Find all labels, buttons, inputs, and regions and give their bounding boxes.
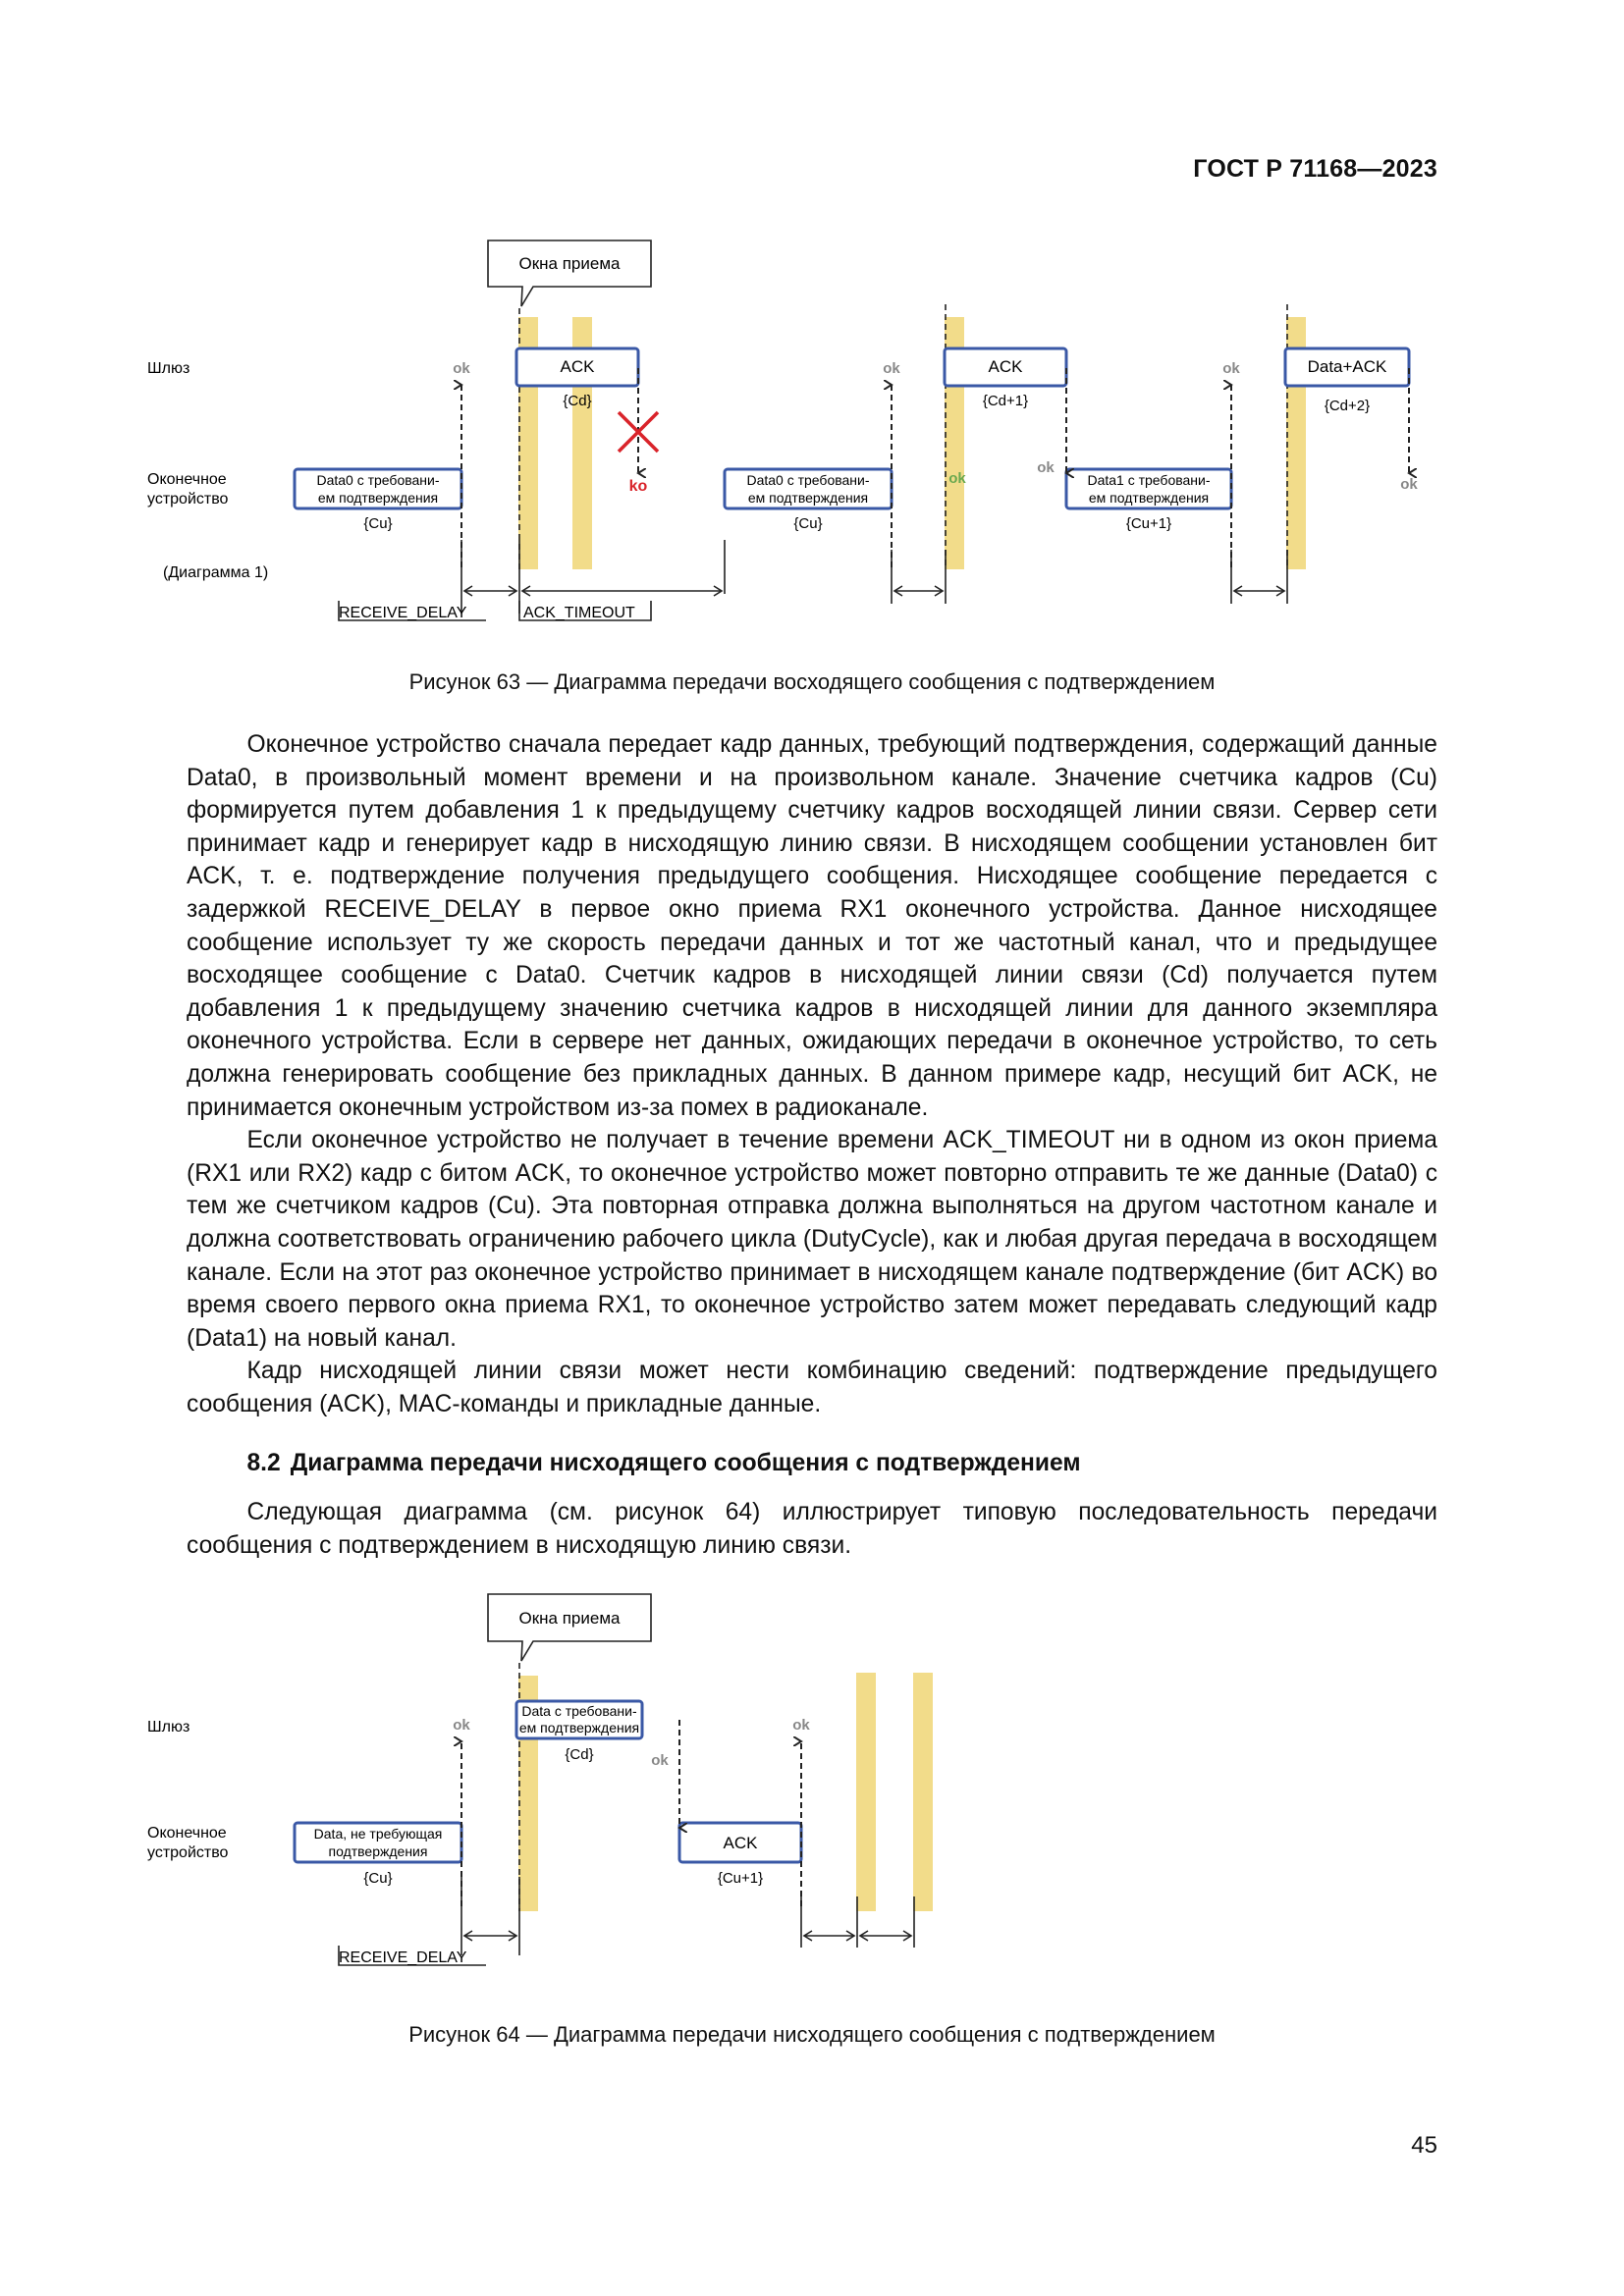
- cu-label-a: {Cu}: [363, 515, 393, 532]
- callout-rx-windows: [488, 1594, 651, 1661]
- cd-label-3: {Cd+2}: [1324, 398, 1371, 414]
- ok-label: ok: [1222, 360, 1240, 377]
- gateway-data-text-a: Data с требовани-: [521, 1703, 637, 1719]
- ack-label-1: ACK: [560, 357, 595, 376]
- cu-label-c: {Cu+1}: [1125, 515, 1172, 532]
- callout-text: Окна приема: [518, 1609, 621, 1628]
- gateway-data-text-b: ем подтверждения: [518, 1720, 640, 1735]
- device-ack-label: ACK: [723, 1834, 758, 1852]
- figure-63-diagram: [0, 226, 1624, 658]
- section-heading: [187, 1450, 1091, 1477]
- row-label-device-2: устройство: [147, 491, 229, 507]
- cd-label: {Cd}: [565, 1746, 594, 1763]
- data0-text-2b: ем подтверждения: [747, 490, 869, 506]
- receive-delay-label: RECEIVE_DELAY: [339, 605, 467, 621]
- ko-label: ko: [628, 478, 648, 495]
- ack-timeout-label: ACK_TIMEOUT: [523, 605, 635, 621]
- paragraph: Оконечное устройство сначала передает кадр данных, требующий подтверждения, содержащий данные Data0, в произвольный момент времени и на произвольном канале. Значение счетчика кадров (Cu) формируется путем добавления 1 к предыдущему счетчику кадров восходящей линии связи. Сервер сети принимает кадр и генерирует кадр в нисходящую линию связи. В нисходящем сообщении установлен бит ACK, т. е. подтверждение получения предыдущего сообщения. Нисходящее сообщение передается с задержкой RECEIVE_DELAY в первое окно приема RX1 оконечного устройства. Данное нисходящее сообщение использует ту же скорость передачи данных и тот же частотный канал, что и предыдущее восходящее сообщение с Data0. Счетчик кадров в нисходящей линии связи (Cd) получается путем добавления 1 к предыдущему значению счетчика кадров в нисходящей линии для данного экземпляра оконечного устройства. Если в сервере нет данных, ожидающих передачи в оконечное устройство, то сеть должна генерировать сообщение без прикладных данных. В данном примере кадр, несущий бит ACK, не принимается оконечным устройством из-за помех в радиоканале.: [187, 731, 1437, 1121]
- cd-label-1: {Cd}: [563, 393, 592, 409]
- device-data-text-a: Data, не требующая: [313, 1826, 443, 1842]
- ok-label: ok: [883, 360, 900, 377]
- data-ack-label: Data+ACK: [1307, 357, 1387, 376]
- body-text: [187, 728, 1437, 1420]
- standard-header: ГОСТ Р 71168—2023: [1193, 155, 1437, 183]
- callout-text: Окна приема: [518, 254, 621, 273]
- figure-64-diagram: [0, 1582, 1624, 1995]
- ok-label: ok: [1037, 459, 1055, 476]
- device-data-text-b: подтверждения: [328, 1843, 428, 1859]
- figure-63-caption: Рисунок 63 — Диаграмма передачи восходящего сообщения с подтверждением: [408, 669, 1216, 694]
- page-number: 45: [1411, 2132, 1437, 2159]
- row-label-device: Оконечное: [147, 471, 227, 488]
- data0-text-1b: ем подтверждения: [317, 490, 439, 506]
- cu-label: {Cu}: [363, 1870, 393, 1887]
- data0-text-2a: Data0 с требовани-: [746, 472, 870, 488]
- paragraph: Кадр нисходящей линии связи может нести комбинацию сведений: подтверждение предыдущего сообщения (ACK), MAC-команды и прикладные данные.: [187, 1358, 1437, 1417]
- row-label-device-2: устройство: [147, 1844, 229, 1861]
- body-text-2: [187, 1496, 1437, 1562]
- section-title: Диаграмма передачи нисходящего сообщения с подтверждением: [290, 1450, 1081, 1476]
- ok-label: ok: [948, 470, 966, 487]
- cu1-label: {Cu+1}: [717, 1870, 764, 1887]
- ack-label-2: ACK: [988, 357, 1023, 376]
- ok-label: ok: [792, 1717, 810, 1734]
- data1-text-b: ем подтверждения: [1088, 490, 1210, 506]
- data1-text-a: Data1 с требовани-: [1087, 472, 1211, 488]
- cu-label-b: {Cu}: [793, 515, 823, 532]
- paragraph: Если оконечное устройство не получает в течение времени ACK_TIMEOUT ни в одном из окон приема (RX1 или RX2) кадр с битом ACK, то оконечное устройство может повторно отправить те же данные (Data0) с тем же счетчиком кадров (Cu). Эта повторная отправка должна выполняться на другом частотном канале и должна соответствовать ограничению рабочего цикла (DutyCycle), как и любая другая передача в восходящем канале. Если на этот раз оконечное устройство принимает в нисходящем канале подтверждение (бит ACK) во время своего первого окна приема RX1, то оконечное устройство затем может передавать следующий кадр (Data1) на новый канал.: [187, 1127, 1437, 1352]
- cd-label-2: {Cd+1}: [982, 393, 1029, 409]
- row-label-gateway: Шлюз: [147, 360, 190, 377]
- ok-label: ok: [651, 1752, 669, 1769]
- diagram-label: (Диаграмма 1): [163, 564, 269, 581]
- data0-text-1a: Data0 с требовани-: [316, 472, 440, 488]
- callout-rx-windows: [488, 240, 651, 306]
- figure-63: [0, 226, 1624, 658]
- paragraph: Следующая диаграмма (см. рисунок 64) иллюстрирует типовую последовательность передачи сообщения с подтверждением в нисходящую линию связи.: [187, 1499, 1437, 1559]
- rx-window-bar: [913, 1673, 933, 1911]
- ok-label: ok: [1400, 476, 1418, 493]
- ok-label: ok: [453, 360, 470, 377]
- section-number: 8.2: [246, 1450, 281, 1476]
- row-label-device: Оконечное: [147, 1825, 227, 1842]
- row-label-gateway: Шлюз: [147, 1719, 190, 1735]
- ok-label: ok: [453, 1717, 470, 1734]
- figure-64: [0, 1582, 1624, 1995]
- rx-window-bar: [856, 1673, 876, 1911]
- figure-64-caption: Рисунок 64 — Диаграмма передачи нисходящего сообщения с подтверждением: [408, 2022, 1216, 2047]
- receive-delay-label: RECEIVE_DELAY: [339, 1949, 467, 1966]
